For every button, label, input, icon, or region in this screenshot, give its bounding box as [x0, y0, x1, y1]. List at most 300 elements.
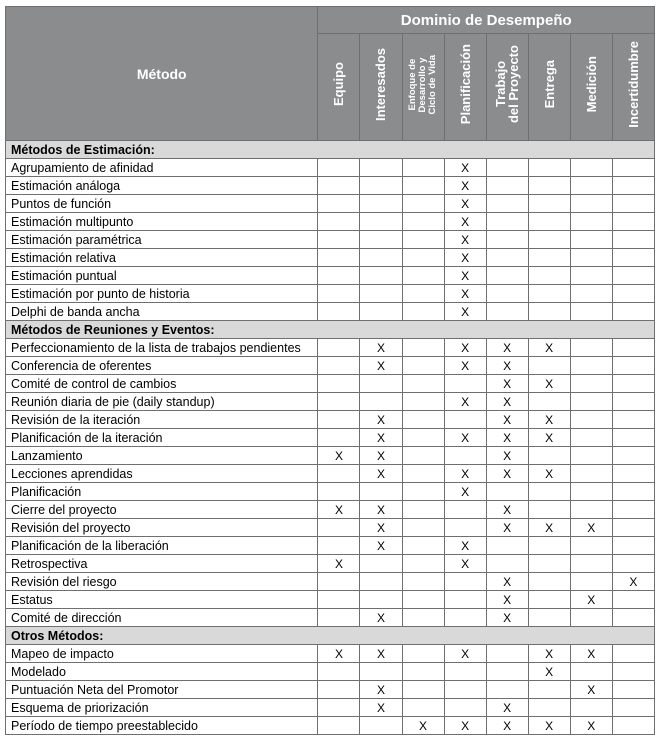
table-row — [6, 303, 655, 321]
mark-cell-entrega — [528, 195, 570, 213]
table-row — [6, 483, 655, 501]
mark-cell-trabajo: X — [486, 609, 528, 627]
mark-cell-trabajo — [486, 537, 528, 555]
mark-cell-medicion — [570, 663, 612, 681]
mark-cell-interesados — [360, 267, 402, 285]
mark-cell-incertidumbre — [612, 249, 654, 267]
table-row — [6, 339, 655, 357]
mark-cell-medicion — [570, 177, 612, 195]
mark-cell-entrega: X — [528, 645, 570, 663]
methods-domain-table — [5, 6, 655, 735]
method-name: Mapeo de impacto — [6, 645, 318, 663]
mark-cell-equipo — [318, 177, 360, 195]
table-row — [6, 555, 655, 573]
mark-cell-trabajo: X — [486, 501, 528, 519]
mark-cell-interesados: X — [360, 357, 402, 375]
mark-cell-trabajo: X — [486, 447, 528, 465]
table-row — [6, 375, 655, 393]
mark-cell-planificacion — [444, 573, 486, 591]
mark-cell-enfoque — [402, 393, 444, 411]
mark-cell-interesados: X — [360, 429, 402, 447]
mark-cell-enfoque: X — [402, 717, 444, 735]
mark-cell-medicion — [570, 609, 612, 627]
mark-cell-planificacion: X — [444, 177, 486, 195]
section-row — [6, 321, 655, 339]
mark-cell-interesados — [360, 591, 402, 609]
mark-cell-entrega — [528, 213, 570, 231]
mark-cell-planificacion: X — [444, 645, 486, 663]
mark-cell-enfoque — [402, 285, 444, 303]
table-row — [6, 501, 655, 519]
mark-cell-incertidumbre — [612, 267, 654, 285]
mark-cell-entrega: X — [528, 663, 570, 681]
mark-cell-enfoque — [402, 249, 444, 267]
mark-cell-enfoque — [402, 591, 444, 609]
mark-cell-planificacion — [444, 519, 486, 537]
domain-header-medicion — [570, 34, 612, 141]
mark-cell-planificacion: X — [444, 429, 486, 447]
domain-header-label: Enfoque de Desarrollo y Ciclo de Vida — [407, 54, 439, 115]
mark-cell-planificacion — [444, 411, 486, 429]
mark-cell-interesados — [360, 375, 402, 393]
mark-cell-equipo: X — [318, 447, 360, 465]
mark-cell-planificacion: X — [444, 393, 486, 411]
mark-cell-trabajo: X — [486, 573, 528, 591]
mark-cell-enfoque — [402, 411, 444, 429]
mark-cell-entrega: X — [528, 339, 570, 357]
mark-cell-medicion: X — [570, 717, 612, 735]
method-name: Planificación de la liberación — [6, 537, 318, 555]
method-name: Estimación análoga — [6, 177, 318, 195]
mark-cell-medicion — [570, 537, 612, 555]
mark-cell-incertidumbre — [612, 231, 654, 249]
mark-cell-enfoque — [402, 699, 444, 717]
method-name: Planificación — [6, 483, 318, 501]
mark-cell-medicion — [570, 699, 612, 717]
mark-cell-trabajo — [486, 681, 528, 699]
mark-cell-medicion: X — [570, 519, 612, 537]
mark-cell-interesados: X — [360, 465, 402, 483]
mark-cell-planificacion — [444, 609, 486, 627]
mark-cell-entrega — [528, 609, 570, 627]
mark-cell-enfoque — [402, 231, 444, 249]
domain-header-enfoque — [402, 34, 444, 141]
table-row — [6, 429, 655, 447]
mark-cell-medicion — [570, 285, 612, 303]
method-name: Planificación de la iteración — [6, 429, 318, 447]
mark-cell-equipo — [318, 717, 360, 735]
mark-cell-incertidumbre — [612, 213, 654, 231]
mark-cell-equipo — [318, 483, 360, 501]
mark-cell-medicion — [570, 393, 612, 411]
mark-cell-planificacion — [444, 699, 486, 717]
mark-cell-trabajo — [486, 159, 528, 177]
mark-cell-enfoque — [402, 483, 444, 501]
mark-cell-medicion: X — [570, 645, 612, 663]
mark-cell-incertidumbre — [612, 159, 654, 177]
mark-cell-trabajo: X — [486, 411, 528, 429]
mark-cell-medicion — [570, 483, 612, 501]
mark-cell-interesados — [360, 249, 402, 267]
mark-cell-entrega — [528, 249, 570, 267]
mark-cell-enfoque — [402, 195, 444, 213]
mark-cell-trabajo: X — [486, 429, 528, 447]
mark-cell-trabajo: X — [486, 519, 528, 537]
domain-header-label: Incertidumbre — [625, 41, 641, 128]
section-title: Otros Métodos: — [6, 627, 655, 645]
table-row — [6, 411, 655, 429]
table-row — [6, 681, 655, 699]
method-name: Cierre del proyecto — [6, 501, 318, 519]
mark-cell-enfoque — [402, 213, 444, 231]
table-row — [6, 663, 655, 681]
mark-cell-planificacion — [444, 447, 486, 465]
mark-cell-medicion — [570, 501, 612, 519]
mark-cell-equipo — [318, 411, 360, 429]
method-name: Esquema de priorización — [6, 699, 318, 717]
domain-header-label: Medición — [583, 56, 599, 113]
mark-cell-medicion — [570, 195, 612, 213]
mark-cell-entrega: X — [528, 519, 570, 537]
method-name: Estimación por punto de historia — [6, 285, 318, 303]
mark-cell-planificacion — [444, 591, 486, 609]
method-name: Estatus — [6, 591, 318, 609]
mark-cell-planificacion: X — [444, 213, 486, 231]
mark-cell-incertidumbre — [612, 591, 654, 609]
mark-cell-equipo — [318, 663, 360, 681]
table-row — [6, 573, 655, 591]
method-name: Revisión del proyecto — [6, 519, 318, 537]
mark-cell-entrega — [528, 573, 570, 591]
mark-cell-planificacion — [444, 663, 486, 681]
mark-cell-entrega — [528, 447, 570, 465]
mark-cell-medicion — [570, 231, 612, 249]
section-row — [6, 627, 655, 645]
mark-cell-equipo — [318, 231, 360, 249]
section-row — [6, 141, 655, 159]
mark-cell-interesados: X — [360, 411, 402, 429]
mark-cell-enfoque — [402, 447, 444, 465]
domain-header-equipo — [318, 34, 360, 141]
mark-cell-equipo: X — [318, 645, 360, 663]
mark-cell-entrega — [528, 231, 570, 249]
mark-cell-enfoque — [402, 609, 444, 627]
mark-cell-medicion — [570, 447, 612, 465]
table-row — [6, 537, 655, 555]
method-name: Delphi de banda ancha — [6, 303, 318, 321]
mark-cell-entrega — [528, 483, 570, 501]
mark-cell-equipo — [318, 159, 360, 177]
mark-cell-planificacion: X — [444, 249, 486, 267]
mark-cell-entrega: X — [528, 465, 570, 483]
table-row — [6, 447, 655, 465]
table-row — [6, 231, 655, 249]
mark-cell-trabajo — [486, 267, 528, 285]
mark-cell-incertidumbre — [612, 519, 654, 537]
mark-cell-medicion: X — [570, 681, 612, 699]
mark-cell-enfoque — [402, 357, 444, 375]
mark-cell-interesados: X — [360, 609, 402, 627]
table-row — [6, 285, 655, 303]
mark-cell-incertidumbre — [612, 663, 654, 681]
mark-cell-planificacion: X — [444, 483, 486, 501]
mark-cell-incertidumbre — [612, 357, 654, 375]
mark-cell-entrega: X — [528, 375, 570, 393]
mark-cell-incertidumbre — [612, 285, 654, 303]
mark-cell-incertidumbre — [612, 177, 654, 195]
mark-cell-interesados: X — [360, 501, 402, 519]
mark-cell-planificacion: X — [444, 303, 486, 321]
mark-cell-trabajo: X — [486, 339, 528, 357]
mark-cell-enfoque — [402, 303, 444, 321]
mark-cell-equipo — [318, 699, 360, 717]
mark-cell-incertidumbre — [612, 303, 654, 321]
mark-cell-planificacion — [444, 375, 486, 393]
mark-cell-interesados — [360, 285, 402, 303]
mark-cell-medicion — [570, 573, 612, 591]
mark-cell-incertidumbre — [612, 429, 654, 447]
table-row — [6, 717, 655, 735]
domain-header-entrega — [528, 34, 570, 141]
mark-cell-interesados — [360, 177, 402, 195]
table-body — [6, 141, 655, 735]
mark-cell-medicion — [570, 357, 612, 375]
mark-cell-interesados — [360, 555, 402, 573]
mark-cell-entrega — [528, 501, 570, 519]
mark-cell-trabajo: X — [486, 465, 528, 483]
mark-cell-medicion — [570, 411, 612, 429]
mark-cell-equipo — [318, 195, 360, 213]
domain-header-label: Planificación — [457, 44, 473, 125]
table-row — [6, 393, 655, 411]
domain-header-interesados — [360, 34, 402, 141]
mark-cell-planificacion: X — [444, 159, 486, 177]
mark-cell-interesados: X — [360, 645, 402, 663]
mark-cell-planificacion: X — [444, 717, 486, 735]
table-row — [6, 699, 655, 717]
method-name: Puntuación Neta del Promotor — [6, 681, 318, 699]
mark-cell-medicion — [570, 375, 612, 393]
table-row — [6, 213, 655, 231]
mark-cell-medicion — [570, 339, 612, 357]
mark-cell-equipo — [318, 339, 360, 357]
mark-cell-enfoque — [402, 573, 444, 591]
mark-cell-equipo: X — [318, 501, 360, 519]
mark-cell-planificacion: X — [444, 339, 486, 357]
mark-cell-equipo — [318, 573, 360, 591]
method-name: Modelado — [6, 663, 318, 681]
mark-cell-trabajo: X — [486, 393, 528, 411]
methods-table-container — [5, 6, 655, 735]
mark-cell-incertidumbre — [612, 465, 654, 483]
mark-cell-incertidumbre — [612, 609, 654, 627]
mark-cell-interesados — [360, 213, 402, 231]
mark-cell-enfoque — [402, 429, 444, 447]
mark-cell-incertidumbre — [612, 483, 654, 501]
method-name: Lecciones aprendidas — [6, 465, 318, 483]
mark-cell-interesados — [360, 195, 402, 213]
mark-cell-enfoque — [402, 267, 444, 285]
mark-cell-entrega — [528, 555, 570, 573]
mark-cell-trabajo — [486, 303, 528, 321]
mark-cell-entrega: X — [528, 429, 570, 447]
mark-cell-planificacion: X — [444, 537, 486, 555]
mark-cell-planificacion: X — [444, 267, 486, 285]
mark-cell-trabajo: X — [486, 357, 528, 375]
domain-group-header: Dominio de Desempeño — [318, 7, 655, 34]
mark-cell-equipo: X — [318, 555, 360, 573]
mark-cell-incertidumbre — [612, 195, 654, 213]
mark-cell-interesados: X — [360, 519, 402, 537]
mark-cell-equipo — [318, 537, 360, 555]
mark-cell-incertidumbre — [612, 555, 654, 573]
domain-header-incertidumbre — [612, 34, 654, 141]
mark-cell-incertidumbre — [612, 339, 654, 357]
mark-cell-entrega — [528, 357, 570, 375]
mark-cell-incertidumbre — [612, 717, 654, 735]
mark-cell-enfoque — [402, 465, 444, 483]
mark-cell-medicion — [570, 213, 612, 231]
domain-header-trabajo — [486, 34, 528, 141]
mark-cell-incertidumbre — [612, 681, 654, 699]
mark-cell-equipo — [318, 591, 360, 609]
mark-cell-enfoque — [402, 537, 444, 555]
mark-cell-enfoque — [402, 339, 444, 357]
mark-cell-incertidumbre — [612, 537, 654, 555]
mark-cell-equipo — [318, 393, 360, 411]
mark-cell-equipo — [318, 519, 360, 537]
mark-cell-enfoque — [402, 159, 444, 177]
mark-cell-entrega: X — [528, 717, 570, 735]
mark-cell-trabajo — [486, 645, 528, 663]
mark-cell-trabajo: X — [486, 699, 528, 717]
method-name: Estimación paramétrica — [6, 231, 318, 249]
mark-cell-interesados: X — [360, 681, 402, 699]
mark-cell-planificacion: X — [444, 195, 486, 213]
mark-cell-entrega — [528, 537, 570, 555]
mark-cell-interesados — [360, 393, 402, 411]
mark-cell-enfoque — [402, 663, 444, 681]
mark-cell-interesados — [360, 231, 402, 249]
mark-cell-equipo — [318, 267, 360, 285]
mark-cell-equipo — [318, 249, 360, 267]
mark-cell-enfoque — [402, 375, 444, 393]
mark-cell-enfoque — [402, 681, 444, 699]
mark-cell-entrega — [528, 177, 570, 195]
mark-cell-trabajo — [486, 483, 528, 501]
table-row — [6, 591, 655, 609]
mark-cell-planificacion: X — [444, 231, 486, 249]
mark-cell-enfoque — [402, 501, 444, 519]
method-name: Estimación multipunto — [6, 213, 318, 231]
table-row — [6, 177, 655, 195]
mark-cell-planificacion: X — [444, 285, 486, 303]
mark-cell-planificacion: X — [444, 465, 486, 483]
mark-cell-trabajo: X — [486, 375, 528, 393]
mark-cell-entrega — [528, 267, 570, 285]
method-name: Estimación relativa — [6, 249, 318, 267]
mark-cell-medicion — [570, 267, 612, 285]
method-name: Retrospectiva — [6, 555, 318, 573]
domain-header-label: Entrega — [541, 60, 557, 109]
table-row — [6, 609, 655, 627]
mark-cell-equipo — [318, 213, 360, 231]
mark-cell-medicion — [570, 303, 612, 321]
mark-cell-entrega: X — [528, 411, 570, 429]
method-name: Estimación puntual — [6, 267, 318, 285]
table-row — [6, 645, 655, 663]
table-row — [6, 249, 655, 267]
mark-cell-trabajo — [486, 231, 528, 249]
method-name: Agrupamiento de afinidad — [6, 159, 318, 177]
table-row — [6, 465, 655, 483]
mark-cell-incertidumbre — [612, 645, 654, 663]
table-row — [6, 267, 655, 285]
method-column-header: Método — [6, 7, 318, 141]
mark-cell-entrega — [528, 393, 570, 411]
mark-cell-equipo — [318, 609, 360, 627]
mark-cell-interesados: X — [360, 537, 402, 555]
mark-cell-planificacion: X — [444, 357, 486, 375]
mark-cell-trabajo — [486, 285, 528, 303]
domain-header-planificacion — [444, 34, 486, 141]
mark-cell-trabajo — [486, 195, 528, 213]
mark-cell-planificacion — [444, 681, 486, 699]
mark-cell-incertidumbre — [612, 375, 654, 393]
mark-cell-interesados — [360, 483, 402, 501]
mark-cell-incertidumbre — [612, 501, 654, 519]
method-name: Puntos de función — [6, 195, 318, 213]
mark-cell-trabajo — [486, 213, 528, 231]
mark-cell-enfoque — [402, 519, 444, 537]
mark-cell-entrega — [528, 303, 570, 321]
mark-cell-medicion — [570, 465, 612, 483]
mark-cell-equipo — [318, 285, 360, 303]
mark-cell-equipo — [318, 357, 360, 375]
mark-cell-equipo — [318, 303, 360, 321]
mark-cell-trabajo — [486, 663, 528, 681]
domain-header-label: Equipo — [331, 62, 347, 107]
method-name: Período de tiempo preestablecido — [6, 717, 318, 735]
mark-cell-equipo — [318, 465, 360, 483]
mark-cell-equipo — [318, 375, 360, 393]
mark-cell-enfoque — [402, 555, 444, 573]
method-name: Reunión diaria de pie (daily standup) — [6, 393, 318, 411]
method-name: Comité de control de cambios — [6, 375, 318, 393]
mark-cell-medicion — [570, 159, 612, 177]
mark-cell-planificacion: X — [444, 555, 486, 573]
mark-cell-interesados — [360, 573, 402, 591]
method-name: Revisión de la iteración — [6, 411, 318, 429]
mark-cell-medicion — [570, 555, 612, 573]
mark-cell-planificacion — [444, 501, 486, 519]
mark-cell-trabajo: X — [486, 717, 528, 735]
method-name: Comité de dirección — [6, 609, 318, 627]
method-name: Conferencia de oferentes — [6, 357, 318, 375]
mark-cell-entrega — [528, 159, 570, 177]
method-name: Lanzamiento — [6, 447, 318, 465]
mark-cell-interesados — [360, 303, 402, 321]
method-name: Perfeccionamiento de la lista de trabajos pendientes — [6, 339, 318, 357]
mark-cell-incertidumbre: X — [612, 573, 654, 591]
table-row — [6, 159, 655, 177]
domain-header-label: Interesados — [373, 48, 389, 121]
mark-cell-enfoque — [402, 645, 444, 663]
mark-cell-interesados — [360, 663, 402, 681]
domain-header-label: Trabajo del Proyecto — [493, 45, 522, 124]
mark-cell-incertidumbre — [612, 411, 654, 429]
mark-cell-entrega — [528, 591, 570, 609]
